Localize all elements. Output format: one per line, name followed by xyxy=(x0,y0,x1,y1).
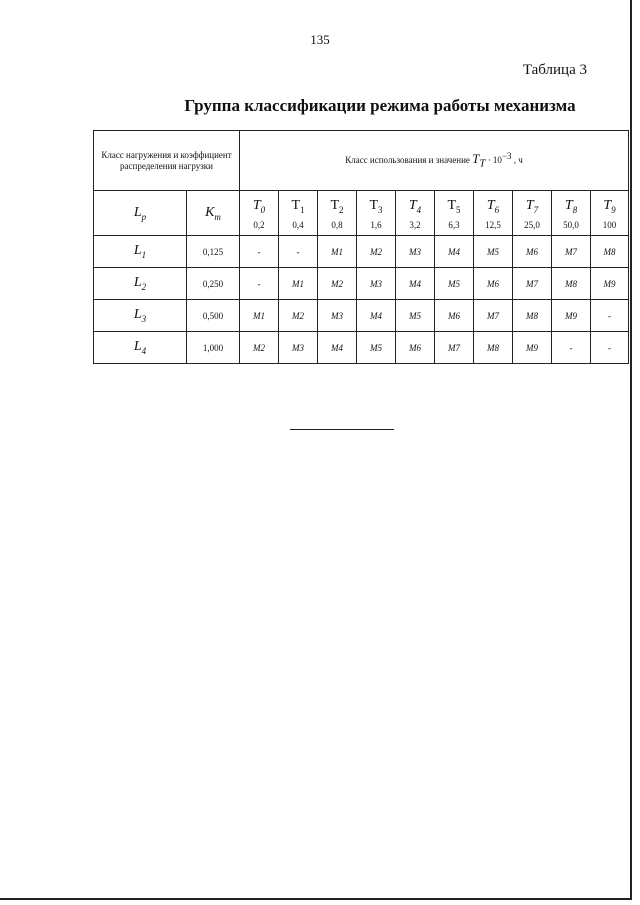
group-cell: M8 xyxy=(552,268,591,300)
group-cell: M5 xyxy=(474,236,513,268)
usage-class-symbol: $T_1$ xyxy=(291,198,305,215)
usage-class-t1 xyxy=(279,191,318,236)
table-label: Таблица 3 xyxy=(522,62,587,78)
footer-rule xyxy=(290,429,394,430)
usage-class-value: 3,2 xyxy=(409,219,421,230)
group-cell: M8 xyxy=(591,236,629,268)
usage-class-t2 xyxy=(318,191,357,236)
distribution-coefficient-symbol: $K_m$ xyxy=(187,191,240,236)
group-cell: M4 xyxy=(318,332,357,364)
header-usage-exponent: −3 xyxy=(501,151,512,162)
usage-class-t8 xyxy=(552,191,591,236)
group-cell: M4 xyxy=(396,268,435,300)
usage-class-value: 12,5 xyxy=(485,219,501,230)
group-cell: M9 xyxy=(591,268,629,300)
table-row xyxy=(94,300,629,332)
usage-class-value: 100 xyxy=(602,219,617,230)
group-cell: M9 xyxy=(552,300,591,332)
group-cell: M5 xyxy=(396,300,435,332)
usage-class-symbol: $T_5$ xyxy=(447,198,461,215)
group-cell: M1 xyxy=(318,236,357,268)
group-cell: M8 xyxy=(474,332,513,364)
group-cell: M7 xyxy=(552,236,591,268)
usage-class-symbol: $T_4$ xyxy=(408,198,422,215)
header-load-class: Класс нагружения и коэффициент распределения нагрузки xyxy=(94,131,240,191)
group-cell: - xyxy=(591,332,629,364)
table-row xyxy=(94,268,629,300)
group-cell: - xyxy=(552,332,591,364)
header-usage-factor: · 10 xyxy=(487,155,502,166)
group-cell: M5 xyxy=(357,332,396,364)
usage-class-value: 50,0 xyxy=(563,219,579,230)
usage-class-symbol: $T_6$ xyxy=(486,198,500,215)
usage-class-symbol: $T_9$ xyxy=(603,198,616,215)
coefficient-cell: 0,125 xyxy=(187,236,240,268)
page-number: 135 xyxy=(310,32,330,47)
group-cell: M6 xyxy=(396,332,435,364)
group-cell: M2 xyxy=(240,332,279,364)
table-row xyxy=(94,332,629,364)
group-cell: - xyxy=(591,300,629,332)
usage-class-t5 xyxy=(435,191,474,236)
group-cell: M6 xyxy=(474,268,513,300)
group-cell: - xyxy=(279,236,318,268)
coefficient-cell: 1,000 xyxy=(187,332,240,364)
group-cell: M2 xyxy=(279,300,318,332)
usage-class-t6 xyxy=(474,191,513,236)
usage-class-value: 1,6 xyxy=(370,219,382,230)
group-cell: - xyxy=(240,268,279,300)
group-cell: - xyxy=(240,236,279,268)
group-cell: M1 xyxy=(240,300,279,332)
document-title: Группа классификации режима работы механизма xyxy=(184,96,576,115)
usage-class-value: 25,0 xyxy=(524,219,540,230)
group-cell: M4 xyxy=(435,236,474,268)
table-header-row xyxy=(94,131,629,191)
usage-class-symbol: $T_8$ xyxy=(564,198,578,215)
usage-class-t3 xyxy=(357,191,396,236)
group-cell: M3 xyxy=(357,268,396,300)
group-cell: M9 xyxy=(513,332,552,364)
usage-class-value: 0,2 xyxy=(253,219,265,230)
header-usage-text: Класс использования и значение xyxy=(345,155,470,166)
group-cell: M2 xyxy=(357,236,396,268)
group-cell: M3 xyxy=(396,236,435,268)
coefficient-cell: 0,500 xyxy=(187,300,240,332)
table-row xyxy=(94,236,629,268)
group-cell: M7 xyxy=(513,268,552,300)
header-usage-unit: , ч xyxy=(513,155,523,166)
group-cell: M3 xyxy=(318,300,357,332)
usage-class-value: 6,3 xyxy=(448,219,460,230)
load-class-cell: $L_1$ xyxy=(94,236,187,268)
group-cell: M6 xyxy=(435,300,474,332)
usage-class-value: 0,4 xyxy=(292,219,304,230)
load-spectrum-symbol: $L_p$ xyxy=(94,191,187,236)
usage-class-value: 0,8 xyxy=(331,219,343,230)
header-usage-class xyxy=(240,131,629,191)
usage-class-t4 xyxy=(396,191,435,236)
group-cell: M7 xyxy=(435,332,474,364)
group-cell: M6 xyxy=(513,236,552,268)
usage-class-t0 xyxy=(240,191,279,236)
coefficient-cell: 0,250 xyxy=(187,268,240,300)
usage-class-t7 xyxy=(513,191,552,236)
usage-class-symbol: $T_0$ xyxy=(252,198,266,215)
group-cell: M8 xyxy=(513,300,552,332)
usage-class-symbol: $T_2$ xyxy=(330,198,344,215)
table-symbol-row xyxy=(94,191,629,236)
header-usage-symbol: $T_T$ xyxy=(472,151,486,170)
usage-class-t9 xyxy=(591,191,629,236)
group-cell: M2 xyxy=(318,268,357,300)
load-class-cell: $L_2$ xyxy=(94,268,187,300)
group-cell: M1 xyxy=(279,268,318,300)
load-class-cell: $L_4$ xyxy=(94,332,187,364)
classification-table xyxy=(93,130,629,364)
group-cell: M3 xyxy=(279,332,318,364)
usage-class-symbol: $T_3$ xyxy=(369,198,383,215)
load-class-cell: $L_3$ xyxy=(94,300,187,332)
usage-class-symbol: $T_7$ xyxy=(525,198,539,215)
group-cell: M7 xyxy=(474,300,513,332)
group-cell: M4 xyxy=(357,300,396,332)
group-cell: M5 xyxy=(435,268,474,300)
